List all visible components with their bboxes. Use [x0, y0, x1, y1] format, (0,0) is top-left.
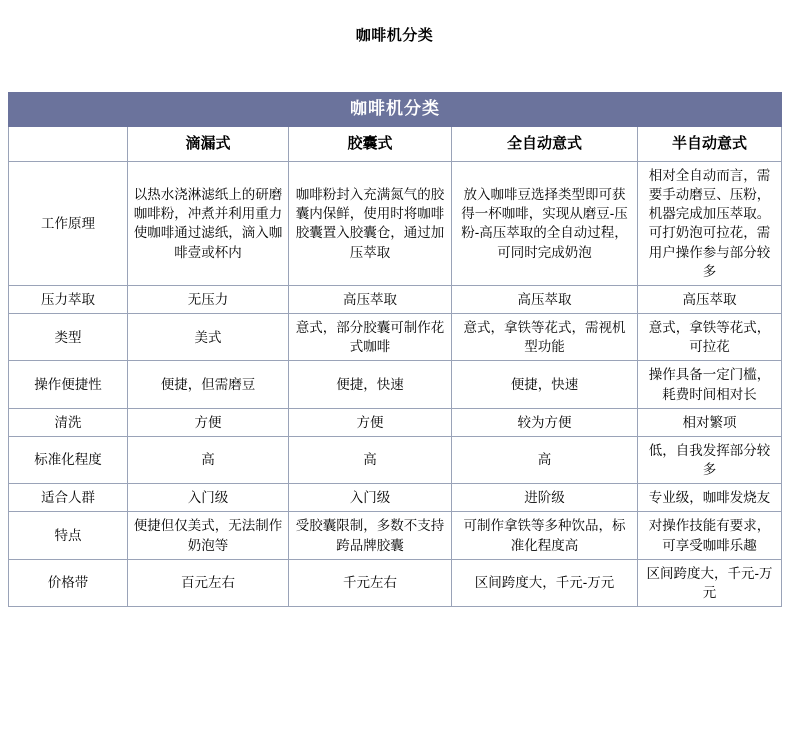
table-row	[9, 314, 782, 361]
cell-cleaning-semi-automatic: 相对繁项	[638, 408, 782, 436]
table-row	[9, 361, 782, 408]
cell-pressure-fully-automatic: 高压萃取	[452, 285, 638, 313]
cell-working-principle-semi-automatic: 相对全自动而言，需要手动磨豆、压粉，机器完成加压萃取。可打奶泡可拉花，需用户操作参与部分较多	[638, 162, 782, 286]
row-label-ease-of-use: 操作便捷性	[9, 361, 128, 408]
cell-features-fully-automatic: 可制作拿铁等多种饮品，标准化程度高	[452, 512, 638, 559]
cell-features-capsule: 受胶囊限制，多数不支持跨品牌胶囊	[289, 512, 452, 559]
cell-standardization-drip: 高	[128, 436, 289, 483]
cell-price-semi-automatic: 区间跨度大，千元-万元	[638, 559, 782, 606]
table-banner-row	[9, 93, 782, 127]
coffee-machine-comparison-table	[8, 92, 782, 607]
row-label-standardization: 标准化程度	[9, 436, 128, 483]
cell-type-drip: 美式	[128, 314, 289, 361]
cell-standardization-capsule: 高	[289, 436, 452, 483]
cell-users-semi-automatic: 专业级，咖啡发烧友	[638, 484, 782, 512]
table-row	[9, 512, 782, 559]
cell-ease-capsule: 便捷，快速	[289, 361, 452, 408]
cell-working-principle-capsule: 咖啡粉封入充满氮气的胶囊内保鲜，使用时将咖啡胶囊置入胶囊仓，通过加压萃取	[289, 162, 452, 286]
row-label-pressure-extraction: 压力萃取	[9, 285, 128, 313]
row-label-features: 特点	[9, 512, 128, 559]
table-row	[9, 408, 782, 436]
table-row	[9, 484, 782, 512]
header-cell-semi-automatic: 半自动意式	[638, 127, 782, 162]
cell-pressure-capsule: 高压萃取	[289, 285, 452, 313]
row-label-working-principle: 工作原理	[9, 162, 128, 286]
row-label-price-range: 价格带	[9, 559, 128, 606]
cell-cleaning-fully-automatic: 较为方便	[452, 408, 638, 436]
table-row	[9, 162, 782, 286]
cell-users-drip: 入门级	[128, 484, 289, 512]
cell-standardization-semi-automatic: 低，自我发挥部分较多	[638, 436, 782, 483]
cell-type-capsule: 意式，部分胶囊可制作花式咖啡	[289, 314, 452, 361]
cell-features-semi-automatic: 对操作技能有要求，可享受咖啡乐趣	[638, 512, 782, 559]
cell-pressure-semi-automatic: 高压萃取	[638, 285, 782, 313]
cell-users-fully-automatic: 进阶级	[452, 484, 638, 512]
cell-price-drip: 百元左右	[128, 559, 289, 606]
cell-cleaning-capsule: 方便	[289, 408, 452, 436]
table-row	[9, 559, 782, 606]
header-cell-corner	[9, 127, 128, 162]
cell-ease-semi-automatic: 操作具备一定门槛，耗费时间相对长	[638, 361, 782, 408]
cell-type-fully-automatic: 意式，拿铁等花式，需视机型功能	[452, 314, 638, 361]
cell-working-principle-fully-automatic: 放入咖啡豆选择类型即可获得一杯咖啡，实现从磨豆-压粉-高压萃取的全自动过程，可同时完成奶泡	[452, 162, 638, 286]
table-banner-title: 咖啡机分类	[9, 93, 782, 127]
page-title: 咖啡机分类	[355, 27, 434, 44]
cell-features-drip: 便捷但仅美式，无法制作奶泡等	[128, 512, 289, 559]
comparison-table-wrapper	[8, 92, 781, 607]
header-cell-capsule: 胶囊式	[289, 127, 452, 162]
header-cell-drip: 滴漏式	[128, 127, 289, 162]
row-label-target-users: 适合人群	[9, 484, 128, 512]
table-row	[9, 285, 782, 313]
table-row	[9, 436, 782, 483]
cell-price-capsule: 千元左右	[289, 559, 452, 606]
row-label-cleaning: 清洗	[9, 408, 128, 436]
cell-users-capsule: 入门级	[289, 484, 452, 512]
cell-price-fully-automatic: 区间跨度大，千元-万元	[452, 559, 638, 606]
cell-ease-fully-automatic: 便捷，快速	[452, 361, 638, 408]
header-cell-fully-automatic: 全自动意式	[452, 127, 638, 162]
cell-pressure-drip: 无压力	[128, 285, 289, 313]
cell-standardization-fully-automatic: 高	[452, 436, 638, 483]
cell-ease-drip: 便捷，但需磨豆	[128, 361, 289, 408]
row-label-type: 类型	[9, 314, 128, 361]
table-header-row	[9, 127, 782, 162]
cell-type-semi-automatic: 意式，拿铁等花式，可拉花	[638, 314, 782, 361]
cell-working-principle-drip: 以热水浇淋滤纸上的研磨咖啡粉，冲煮并利用重力使咖啡通过滤纸，滴入咖啡壹或杯内	[128, 162, 289, 286]
cell-cleaning-drip: 方便	[128, 408, 289, 436]
